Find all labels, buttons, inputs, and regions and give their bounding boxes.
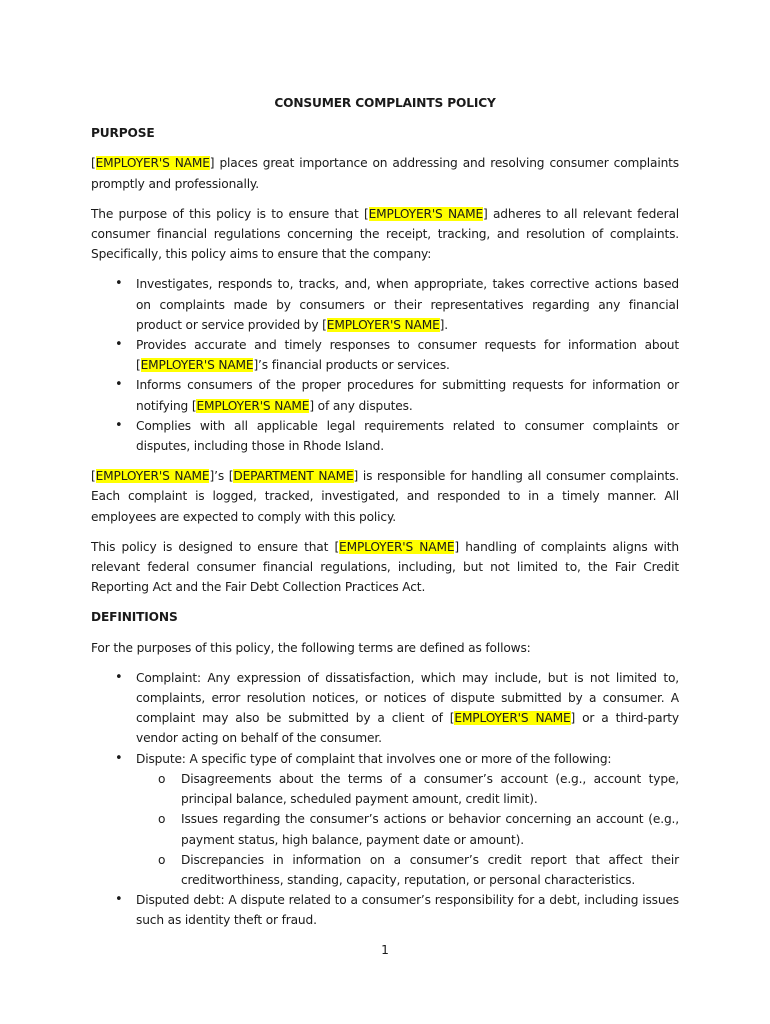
bullet-icon: • (115, 417, 123, 433)
placeholder-field: EMPLOYER'S NAME (95, 156, 210, 171)
purpose-heading: PURPOSE (91, 126, 155, 141)
paragraph (91, 466, 679, 527)
text-run: ] adheres to all relevant federal consumer financial regulations concerning the receipt, tracking, and resolution of complaints. Specifically, this policy aims to ensure that the company: (91, 206, 679, 262)
list-item (91, 668, 679, 749)
text-run: Disagreements about the terms of a consumer’s account (e.g., account type, principal balance, scheduled payment amount, credit limit). (181, 771, 679, 807)
definitions-bullet-list (91, 668, 679, 931)
sub-list-item (91, 809, 679, 849)
placeholder-field: EMPLOYER'S NAME (339, 539, 455, 554)
paragraph (91, 204, 679, 265)
placeholder-field: EMPLOYER'S NAME (326, 317, 440, 332)
paragraph (91, 153, 679, 193)
page-number: 1 (381, 943, 389, 957)
paragraph (91, 537, 679, 598)
text-run: Investigates, responds to, tracks, and, when appropriate, takes corrective actions based on complaints made by consumers or their representatives regarding any financial product or service provided by [ (136, 277, 679, 332)
circle-bullet-icon: o (158, 771, 166, 786)
sub-list (136, 769, 679, 890)
bullet-icon: • (115, 750, 123, 766)
list-item (91, 416, 679, 456)
definitions-heading: DEFINITIONS (91, 610, 178, 625)
list-item (91, 335, 679, 375)
text-run: ] places great importance on addressing and resolving consumer complaints promptly and professionally. (91, 156, 679, 191)
text-run: Complies with all applicable legal requirements related to consumer complaints or disputes, including those in Rhode Island. (136, 418, 679, 454)
bullet-icon: • (115, 337, 123, 353)
list-item (91, 890, 679, 930)
text-run: This policy is designed to ensure that [ (91, 539, 340, 554)
text-run: ] is responsible for handling all consumer complaints. Each complaint is logged, tracked, investigated, and responded to in a timely manner. All employees are expected to comply with this policy. (91, 469, 680, 524)
document-title: CONSUMER COMPLAINTS POLICY (274, 96, 496, 110)
paragraph (91, 638, 679, 658)
bullet-icon: • (115, 377, 123, 393)
list-item (91, 749, 679, 890)
text-run: ]. (439, 317, 448, 332)
circle-bullet-icon: o (158, 812, 166, 827)
placeholder-field: DEPARTMENT NAME (233, 469, 354, 484)
text-run: Informs consumers of the proper procedures for submitting requests for information or notifying [ (136, 378, 679, 413)
text-run: ] of any disputes. (309, 398, 413, 413)
text-run: [ (91, 469, 96, 484)
placeholder-field: EMPLOYER'S NAME (368, 206, 484, 221)
text-run: Discrepancies in information on a consumer’s credit report that affect their creditworthiness, standing, capacity, reputation, or personal characteristics. (181, 852, 679, 887)
text-run: ] or a third-party vendor acting on behalf of the consumer. (136, 711, 679, 746)
text-run: [ (91, 156, 96, 171)
text-run: ]’s financial products or services. (253, 358, 450, 373)
list-item (91, 274, 679, 335)
bullet-icon: • (115, 892, 123, 908)
purpose-bullet-list (91, 274, 679, 456)
placeholder-field: EMPLOYER'S NAME (95, 469, 210, 484)
placeholder-field: EMPLOYER'S NAME (140, 358, 254, 373)
circle-bullet-icon: o (158, 852, 166, 867)
text-run: For the purposes of this policy, the following terms are defined as follows: (91, 640, 531, 655)
text-run: Complaint: Any expression of dissatisfaction, which may include, but is not limited to, complaints, error resolution notices, or notices of dispute submitted by a consumer. A complaint may also be submitted by a client of [ (136, 670, 679, 726)
bullet-icon: • (115, 276, 123, 292)
text-run: Provides accurate and timely responses to consumer requests for information about [ (136, 338, 679, 373)
bullet-icon: • (115, 669, 123, 685)
text-run: ] handling of complaints aligns with relevant federal consumer financial regulations, including, but not limited to, the Fair Credit Reporting Act and the Fair Debt Collection Practices Act. (91, 539, 679, 595)
document-body (91, 93, 679, 941)
placeholder-field: EMPLOYER'S NAME (454, 711, 571, 726)
sub-list-item (91, 769, 679, 809)
text-run: Issues regarding the consumer’s actions or behavior concerning an account (e.g., payment status, high balance, payment date or amount). (181, 812, 679, 847)
placeholder-field: EMPLOYER'S NAME (196, 398, 310, 413)
text-run: The purpose of this policy is to ensure that [ (91, 206, 369, 221)
sub-list-item (91, 850, 679, 890)
text-run: ]’s [ (209, 469, 234, 484)
list-item (91, 375, 679, 415)
text-run: Disputed debt: A dispute related to a consumer’s responsibility for a debt, including issues such as identity theft or fraud. (136, 893, 679, 928)
text-run: Dispute: A specific type of complaint that involves one or more of the following: (136, 751, 612, 766)
